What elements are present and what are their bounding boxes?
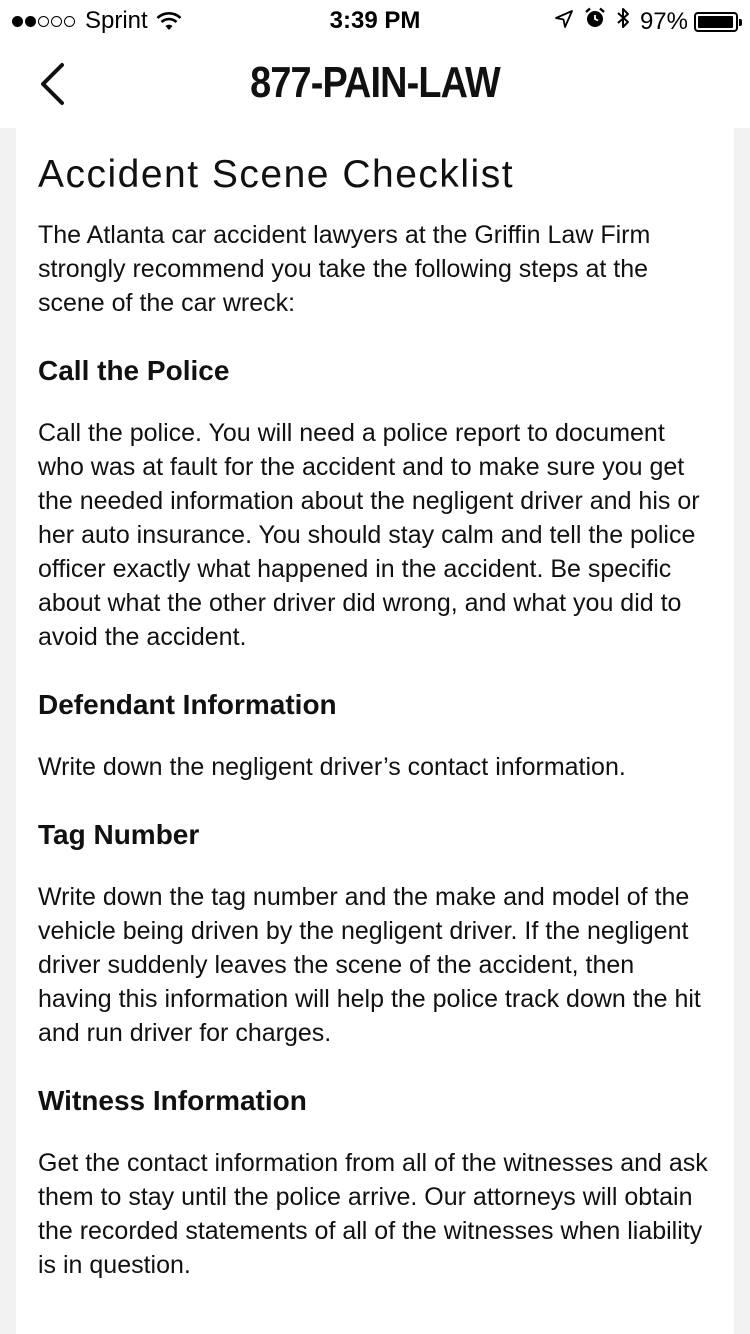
page-title: Accident Scene Checklist [38, 153, 515, 196]
battery-fill [698, 16, 733, 28]
status-time: 3:39 PM [329, 7, 421, 34]
nav-title: 877-PAIN-LAW [250, 58, 500, 107]
location-icon [554, 8, 574, 36]
section-heading-call-police: Call the Police [38, 355, 230, 386]
section-body-tag-number: Write down the tag number and the make and model of the vehicle being driven by the negligent driver. If the negligent driver suddenly leaves the scene of the accident, then having this information will help the police track down the hit and run driver for charges. [38, 883, 701, 1047]
battery-icon [694, 12, 738, 32]
content-card [16, 128, 734, 1334]
status-bar [0, 0, 750, 40]
article [16, 128, 734, 1282]
navigation-bar [0, 40, 750, 128]
section-body-defendant-information: Write down the negligent driver’s contact information. [38, 753, 626, 781]
carrier-name: Sprint [85, 7, 148, 34]
section-body-call-police: Call the police. You will need a police report to document who was at fault for the accident and to make sure you get the needed information about the negligent driver and his or her auto insurance. You should stay calm and tell the police officer exactly what happened in the accident. Be specific about what the other driver did wrong, and what you did to avoid the accident. [38, 419, 700, 651]
battery-percent: 97% [639, 7, 688, 35]
section-heading-tag-number: Tag Number [38, 819, 200, 850]
section-heading-defendant-information: Defendant Information [38, 689, 337, 720]
status-right [544, 7, 738, 36]
section-heading-witness-information: Witness Information [38, 1085, 307, 1116]
intro-paragraph: The Atlanta car accident lawyers at the Griffin Law Firm strongly recommend you take the following steps at the scene of the car wreck: [38, 221, 651, 317]
alarm-icon [584, 7, 606, 36]
section-body-witness-information: Get the contact information from all of the witnesses and ask them to stay until the police arrive. Our attorneys will obtain the recorded statements of all of the witnesses when liability is in question. [38, 1149, 708, 1279]
bluetooth-icon [616, 7, 630, 36]
